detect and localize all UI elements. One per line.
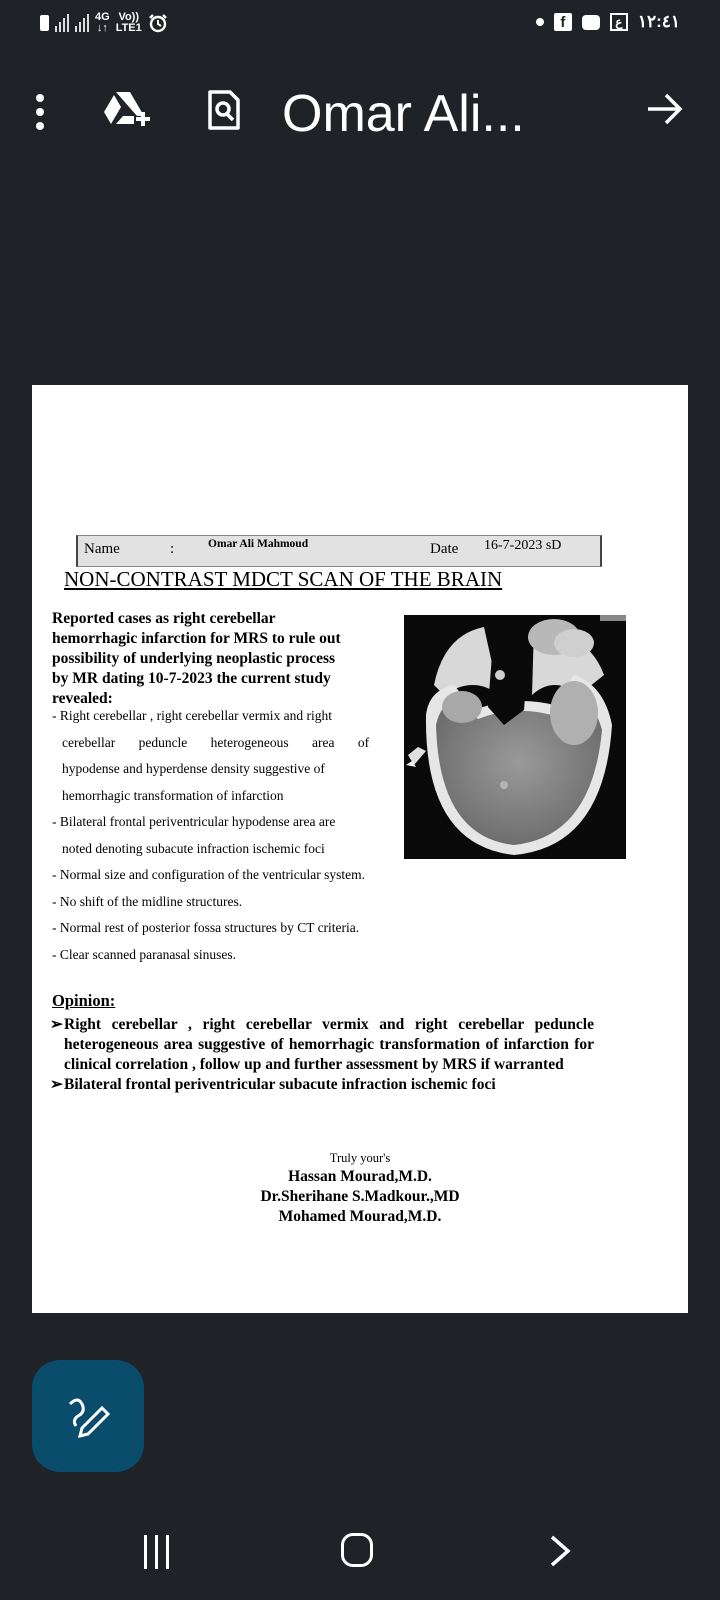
volte-indicator: [116, 12, 142, 34]
study-date: 16-7-2023 sD: [484, 538, 562, 553]
finding-line: - Normal size and configuration of the ventricular system.: [52, 867, 366, 882]
forward-arrow-icon[interactable]: [644, 88, 686, 130]
system-nav-bar: [0, 1515, 720, 1600]
findings-list: [52, 703, 397, 862]
finding-line: cerebellar peduncle heterogeneous area of: [62, 734, 370, 750]
keyboard-lang-icon: ع: [610, 13, 628, 31]
intro-line: by MR dating 10-7-2023 the current study: [52, 670, 331, 687]
finding-line: - Right cerebellar , right cerebellar vermix and right: [52, 708, 333, 723]
chat-icon: [582, 15, 600, 30]
volte-bottom: LTE1: [115, 22, 142, 34]
opinion-text: Bilateral frontal periventricular subacute infraction ischemic foci: [64, 1076, 496, 1093]
opinion-bullet: ➢: [50, 1016, 63, 1033]
battery-icon: [40, 15, 49, 31]
intro-line: revealed:: [52, 690, 113, 707]
more-vert-icon[interactable]: [36, 94, 46, 130]
report-title: NON-CONTRAST MDCT SCAN OF THE BRAIN: [64, 567, 503, 591]
network-top: 4G: [95, 11, 110, 23]
patient-info-bar: [76, 535, 602, 567]
back-icon[interactable]: [546, 1533, 576, 1569]
signal-icon: [55, 14, 69, 32]
intro-line: hemorrhagic infarction for MRS to rule out: [52, 630, 341, 647]
finding-line: - Clear scanned paranasal sinuses.: [52, 946, 237, 962]
finding-line: noted denoting subacute infraction ischemic foci: [62, 840, 325, 856]
findings-list-continued: [52, 862, 472, 968]
brain-ct-scan-image: [404, 615, 626, 859]
patient-name: Omar Ali Mahmoud: [208, 538, 309, 550]
opinion-item: [50, 1075, 594, 1095]
date-label: Date: [430, 541, 459, 557]
closing-text: Truly your's: [329, 1151, 391, 1165]
signatory: Hassan Mourad,M.D.: [288, 1168, 432, 1185]
dot-icon: [536, 18, 544, 26]
clock: ١٢:٤١: [637, 12, 680, 31]
opinion-item: [50, 1015, 594, 1075]
finding-line: hypodense and hyperdense density suggestive of: [62, 761, 325, 776]
intro-line: Reported cases as right cerebellar: [52, 610, 276, 627]
finding-line: hemorrhagic transformation of infarction: [62, 787, 284, 803]
top-toolbar: [0, 70, 720, 150]
finding-line: - No shift of the midline structures.: [52, 893, 243, 909]
edit-fab-button[interactable]: [32, 1360, 144, 1472]
opinion-bullet: ➢: [50, 1076, 63, 1093]
name-label: Name: [84, 541, 120, 557]
signal-icon-2: [75, 14, 89, 32]
signature-block: [32, 1149, 688, 1227]
network-bottom: ↓↑: [96, 22, 108, 34]
home-icon[interactable]: [341, 1533, 373, 1567]
alarm-icon: [148, 13, 168, 33]
opinion-heading: Opinion:: [52, 991, 116, 1010]
edit-pen-icon: [32, 1360, 144, 1472]
add-to-drive-icon[interactable]: [104, 90, 152, 130]
signatory: Mohamed Mourad,M.D.: [278, 1208, 442, 1225]
status-right: [536, 12, 680, 32]
search-doc-icon[interactable]: [206, 90, 242, 130]
network-type: [95, 12, 110, 34]
document-page[interactable]: [32, 385, 688, 1313]
signatory: Dr.Sherihane S.Madkour.,MD: [260, 1188, 460, 1205]
status-bar: [0, 0, 720, 50]
volte-top: Vo)): [118, 11, 140, 23]
intro-line: possibility of underlying neoplastic process: [52, 650, 336, 667]
name-separator: :: [170, 541, 175, 557]
opinion-text: Right cerebellar , right cerebellar vermix and right cerebellar peduncle heterogeneous area suggestive of hemorrhagic transformation of infarction for clinical correlation , follow up and further assessment by MRS if warranted: [64, 1016, 594, 1073]
recents-icon[interactable]: [144, 1535, 174, 1569]
opinion-list: [50, 1015, 594, 1095]
finding-line: - Normal rest of posterior fossa structures by CT criteria.: [52, 920, 360, 935]
finding-line: - Bilateral frontal periventricular hypodense area are: [52, 814, 336, 829]
facebook-icon: f: [554, 13, 572, 31]
status-left: [40, 12, 168, 34]
document-title: Omar Ali...: [282, 85, 525, 143]
report-intro: [52, 609, 382, 709]
